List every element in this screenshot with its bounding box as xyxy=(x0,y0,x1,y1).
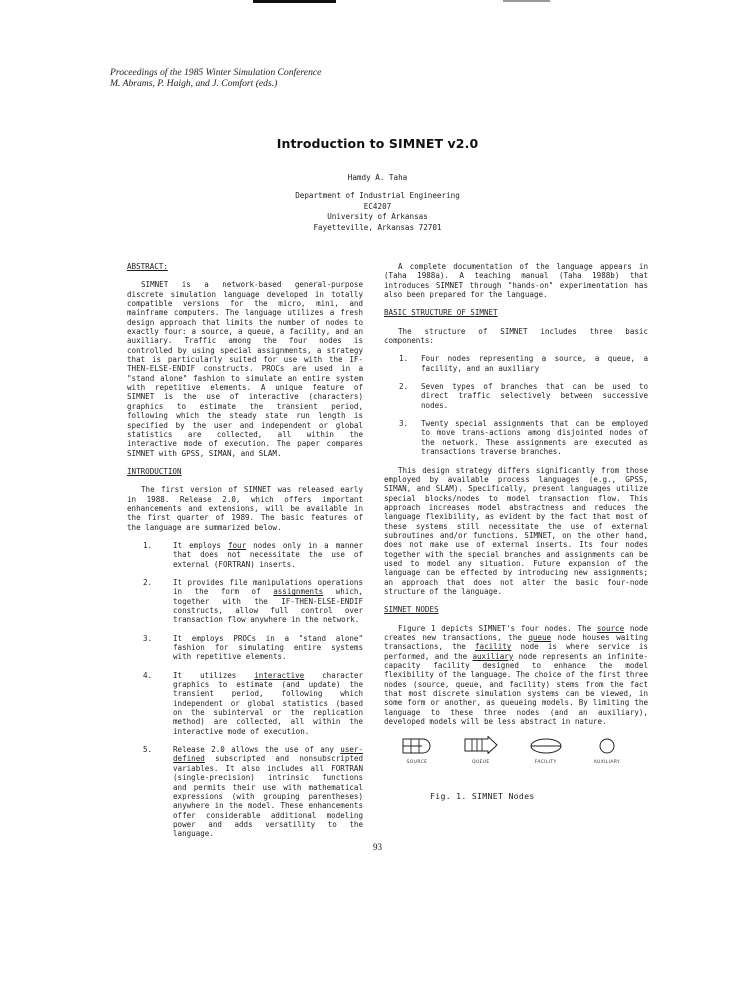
list-item xyxy=(127,634,363,662)
item-text: It provides file manipulations operations in the form of xyxy=(173,577,363,597)
list-number: 1. xyxy=(399,354,409,364)
figure-node-label: FACILITY xyxy=(534,760,557,766)
list-item xyxy=(384,382,648,410)
term-auxiliary: auxiliary xyxy=(472,651,514,661)
figure-node-facility xyxy=(530,738,562,767)
term-source: source xyxy=(596,623,625,633)
affiliation-line: EC4207 xyxy=(363,201,392,211)
paper-title: Introduction to SIMNET v2.0 xyxy=(276,136,479,151)
list-item xyxy=(127,745,363,838)
figure-node-label: SOURCE xyxy=(406,760,428,766)
figure-node-queue xyxy=(464,736,498,767)
list-item xyxy=(127,671,363,736)
scan-edge-mark xyxy=(253,0,336,3)
text-run: node houses waiting transactions, the xyxy=(384,633,649,652)
basic-structure-intro: The structure of SIMNET includes three basic components: xyxy=(384,326,648,346)
item-text: which, together with the IF-THEN-ELSE-ENDIF constructs, allow full control over transaction flow anywhere in the network. xyxy=(173,587,364,625)
figure-node-label: QUEUE xyxy=(471,760,490,766)
introduction-paragraph: The first version of SIMNET was released early in 1988. Release 2.0, which offers important enhancements and extensions, will be available in the first quarter of 1989. The basic features of the language are summarized below. xyxy=(127,485,363,532)
affiliation-line: Fayetteville, Arkansas 72701 xyxy=(313,222,442,232)
text-run: node represents an infinite-capacity facility designed to enhance the model flexibility of the language. The choice of the first three nodes (source, queue, and facility) stems from the fact that most discrete simulation systems can be viewed, in some form or another, as queueing models. By limiting the language to these three nodes (and an auxiliary), developed models will be less abstract in nature. xyxy=(384,651,648,727)
abstract-heading: ABSTRACT: xyxy=(127,262,168,271)
term-queue: queue xyxy=(528,633,552,642)
list-item xyxy=(127,578,363,625)
text-run: node creates new transactions, the xyxy=(384,623,648,642)
affiliation-line: Department of Industrial Engineering xyxy=(295,191,460,201)
proceedings-header xyxy=(110,68,321,89)
documentation-paragraph: A complete documentation of the language appears in (Taha 1988a). A teaching manual (Taha 1988b) that introduces SIMNET through "hands-on" experimentation has also been prepared for the language. xyxy=(384,262,648,300)
affiliation-line: University of Arkansas xyxy=(327,212,428,222)
abstract-text: SIMNET is a network-based general-purpose discrete simulation language developed in totally compatible versions for the micro, mini, and mainframe computers. The language utilizes a fresh design approach that limits the number of nodes to exactly four: a source, a queue, a facility, and an auxiliary. Traffic among the four nodes is controlled by using special assignments, a strategy that is particularly suited for use with the IF-THEN-ELSE-ENDIF constructs. PROCs are used in a "stand alone" fashion to simulate an entire system with repetitive elements. A unique feature of SIMNET is the use of interactive (characters) graphics to estimate the transient period, following which the steady state run length is specified by the user and independent or global statistics are collected, all within the interactive mode of execution. The paper compares SIMNET with GPSS, SIMAN, and SLAM. xyxy=(127,280,363,458)
list-number: 2. xyxy=(399,382,409,392)
item-text: subscripted and nonsubscripted variables. It also includes all FORTRAN (single-precision) intrinsic functions and permits their use with mathematical expressions (with grouping parentheses) anywhere in the model. These enhancements offer considerable additional modeling power and adds versatility to the language. xyxy=(173,754,363,839)
item-text: It employs xyxy=(173,540,228,550)
editors-line: M. Abrams, P. Haigh, and J. Comfort (eds.) xyxy=(110,77,278,89)
feature-list xyxy=(127,541,363,839)
item-text: Seven types of branches that can be used to direct traffic selectively between successive nodes. xyxy=(421,382,648,410)
left-column xyxy=(127,262,363,848)
figure-node-source xyxy=(402,738,432,767)
right-column xyxy=(384,262,648,801)
page-number: 93 xyxy=(373,842,382,852)
item-text: character graphics to estimate (and update) the transient period, following which independent or global statistics (based on the subinterval or the replication method) are collected, all within the interactive mode of execution. xyxy=(173,670,364,736)
figure-caption: Fig. 1. SIMNET Nodes xyxy=(430,790,535,801)
list-number: 3. xyxy=(143,633,153,643)
item-text: nodes only in a manner that does not necessitate the use of external (FORTRAN) inserts. xyxy=(173,540,363,569)
text-run: Figure 1 depicts SIMNET's four nodes. The xyxy=(398,623,597,633)
item-text: Four nodes representing a source, a queue, a facility, and an auxiliary xyxy=(421,354,648,373)
simnet-nodes-paragraph xyxy=(384,624,648,727)
author-name: Hamdy A. Taha xyxy=(347,173,408,182)
item-emphasis: interactive xyxy=(254,670,305,680)
auxiliary-node-icon xyxy=(599,738,615,754)
item-text: It utilizes xyxy=(173,670,255,680)
item-text: It employs PROCs in a "stand alone" fashion for simulating entire systems with repetitive elements. xyxy=(173,633,363,662)
text-run: node is where service is performed, and the xyxy=(384,642,648,661)
figure-node-auxiliary xyxy=(594,738,620,767)
queue-node-icon xyxy=(464,736,498,754)
source-node-icon xyxy=(402,738,432,754)
author-block xyxy=(0,173,755,233)
proceedings-line: Proceedings of the 1985 Winter Simulation Conference xyxy=(110,67,322,78)
item-emphasis: assignments xyxy=(273,587,324,597)
list-number: 2. xyxy=(143,577,153,587)
scan-edge-mark xyxy=(503,0,550,2)
list-number: 3. xyxy=(399,419,409,429)
basic-structure-heading: BASIC STRUCTURE OF SIMNET xyxy=(384,308,498,318)
item-text: Twenty special assignments that can be employed to move trans-actions among disjointed nodes of the network. These assignments are executed as transactions traverse branches. xyxy=(421,419,648,457)
simnet-nodes-heading: SIMNET NODES xyxy=(384,605,439,615)
list-number: 5. xyxy=(143,745,153,755)
figure-1 xyxy=(386,736,636,767)
introduction-heading: INTRODUCTION xyxy=(127,466,182,476)
design-strategy-paragraph: This design strategy differs significantly from those employed by available process languages (e.g., GPSS, SIMAN, and SLAM). Specifically, present languages utilize special blocks/nodes to model transaction flow. This approach increases model abstractness and reduces the language flexibility, as evident by the fact that most of these systems still necessitate the use of external subroutines and/or functions. SIMNET, on the other hand, does not make use of external inserts. Its four nodes together with the special branches and assignments can be used to model any situation. Future expansion of the language can be effected by introducing new assignments; an approach that does not alter the basic four-node structure of the language. xyxy=(384,465,648,596)
item-text: Release 2.0 allows the use of any xyxy=(173,745,341,755)
term-facility: facility xyxy=(475,642,512,652)
list-item xyxy=(127,541,363,569)
list-number: 1. xyxy=(143,540,153,550)
figure-node-label: AUXILIARY xyxy=(593,760,621,766)
facility-node-icon xyxy=(530,738,562,754)
list-number: 4. xyxy=(143,670,153,680)
list-item xyxy=(384,354,648,373)
component-list xyxy=(384,354,648,456)
item-emphasis: four xyxy=(227,540,247,550)
list-item xyxy=(384,419,648,456)
item-emphasis: user-defined xyxy=(173,745,363,764)
